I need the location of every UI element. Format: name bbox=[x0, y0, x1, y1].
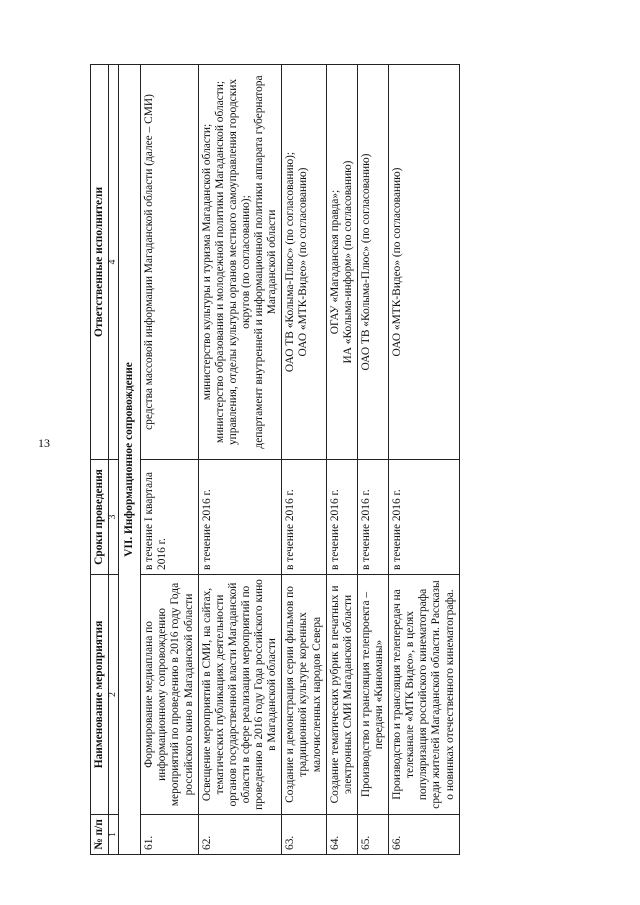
row-number: 65. bbox=[357, 815, 388, 855]
responsible-line: департамент внутренней и информационной политики аппарата губернатора Магаданской области bbox=[253, 75, 279, 449]
rotated-table-area bbox=[90, 65, 635, 855]
responsible-cell bbox=[357, 65, 388, 460]
event-name: Производство и трансляция телепроекта – передачи «Киноманы» bbox=[357, 575, 388, 815]
responsible-cell bbox=[198, 65, 282, 460]
responsible-cell bbox=[326, 65, 357, 460]
column-index: 2 bbox=[109, 575, 119, 815]
events-table bbox=[90, 64, 460, 855]
responsible-line: ИА «Колыма-информ» (по согласованию) bbox=[341, 160, 354, 364]
event-term: в течение 2016 г. bbox=[389, 460, 460, 575]
event-name: Создание тематических рубрик в печатных и электронных СМИ Магаданской области bbox=[326, 575, 357, 815]
event-name: Создание и демонстрация серии фильмов по традиционной культуре коренных малочисленных народов Севера bbox=[282, 575, 326, 815]
responsible-line: управления, отделы культуры органов местного самоуправления городских округов (по согласованию); bbox=[226, 78, 252, 446]
responsible-line: ОАО ТВ «Колыма-Плюс» (по согласованию) bbox=[359, 153, 372, 371]
responsible-line: ОГАУ «Магаданская правда»; bbox=[328, 189, 341, 335]
event-term: в течение 2016 г. bbox=[357, 460, 388, 575]
responsible-line: средства массовой информации Магаданской области (далее – СМИ) bbox=[143, 94, 156, 430]
responsible-cell bbox=[282, 65, 326, 460]
responsible-line: ОАО «МТК-Видео» (по согласованию) bbox=[297, 167, 310, 357]
event-name: Формирование медиаплана по информационному сопровождению мероприятий по проведению в 2016 году Года российского кино в Магаданской области bbox=[141, 575, 198, 815]
table-row bbox=[389, 65, 460, 855]
column-index: 3 bbox=[109, 460, 119, 575]
column-index-row bbox=[109, 65, 119, 855]
responsible-line: министерство культуры и туризма Магаданской области; bbox=[200, 123, 213, 401]
table-row bbox=[141, 65, 198, 855]
header-row bbox=[91, 65, 109, 855]
responsible-cell bbox=[141, 65, 198, 460]
event-term: в течение 2016 г. bbox=[198, 460, 282, 575]
event-name: Освещение мероприятий в СМИ, на сайтах, тематических публикациях деятельности органов государственной власти Магаданской области в сфере реализации мероприятий по проведению в 2016 году Года российского кино в Магаданской области bbox=[198, 575, 282, 815]
header-name: Наименование мероприятия bbox=[91, 575, 109, 815]
row-number: 61. bbox=[141, 815, 198, 855]
column-index: 4 bbox=[109, 65, 119, 460]
event-name: Производство и трансляция телепередач на телеканале «МТК Видео», в целях популяризация российского кинематографа среди жителей Магаданской области. Рассказы о новинках отечественного кинематографа. bbox=[389, 575, 460, 815]
table-row bbox=[326, 65, 357, 855]
row-number: 63. bbox=[282, 815, 326, 855]
event-term: в течение I квартала 2016 г. bbox=[141, 460, 198, 575]
table-row bbox=[198, 65, 282, 855]
header-term: Сроки проведения bbox=[91, 460, 109, 575]
section-row bbox=[119, 65, 141, 855]
table-row bbox=[282, 65, 326, 855]
column-index: 1 bbox=[109, 815, 119, 855]
row-number: 62. bbox=[198, 815, 282, 855]
row-number: 66. bbox=[389, 815, 460, 855]
row-number: 64. bbox=[326, 815, 357, 855]
event-term: в течение 2016 г. bbox=[326, 460, 357, 575]
page-number: 13 bbox=[38, 436, 50, 450]
table-row bbox=[357, 65, 388, 855]
responsible-line: ОАО ТВ «Колыма-Плюс» (по согласованию); bbox=[284, 151, 297, 373]
responsible-line: ОАО «МТК-Видео» (по согласованию) bbox=[391, 167, 404, 357]
section-title: VII. Информационное сопровождение bbox=[119, 65, 141, 855]
header-num: № п/п bbox=[91, 815, 109, 855]
responsible-cell bbox=[389, 65, 460, 460]
event-term: в течение 2016 г. bbox=[282, 460, 326, 575]
header-responsible: Ответственные исполнители bbox=[91, 65, 109, 460]
responsible-line: министерство образования и молодежной политики Магаданской области; bbox=[213, 81, 226, 444]
